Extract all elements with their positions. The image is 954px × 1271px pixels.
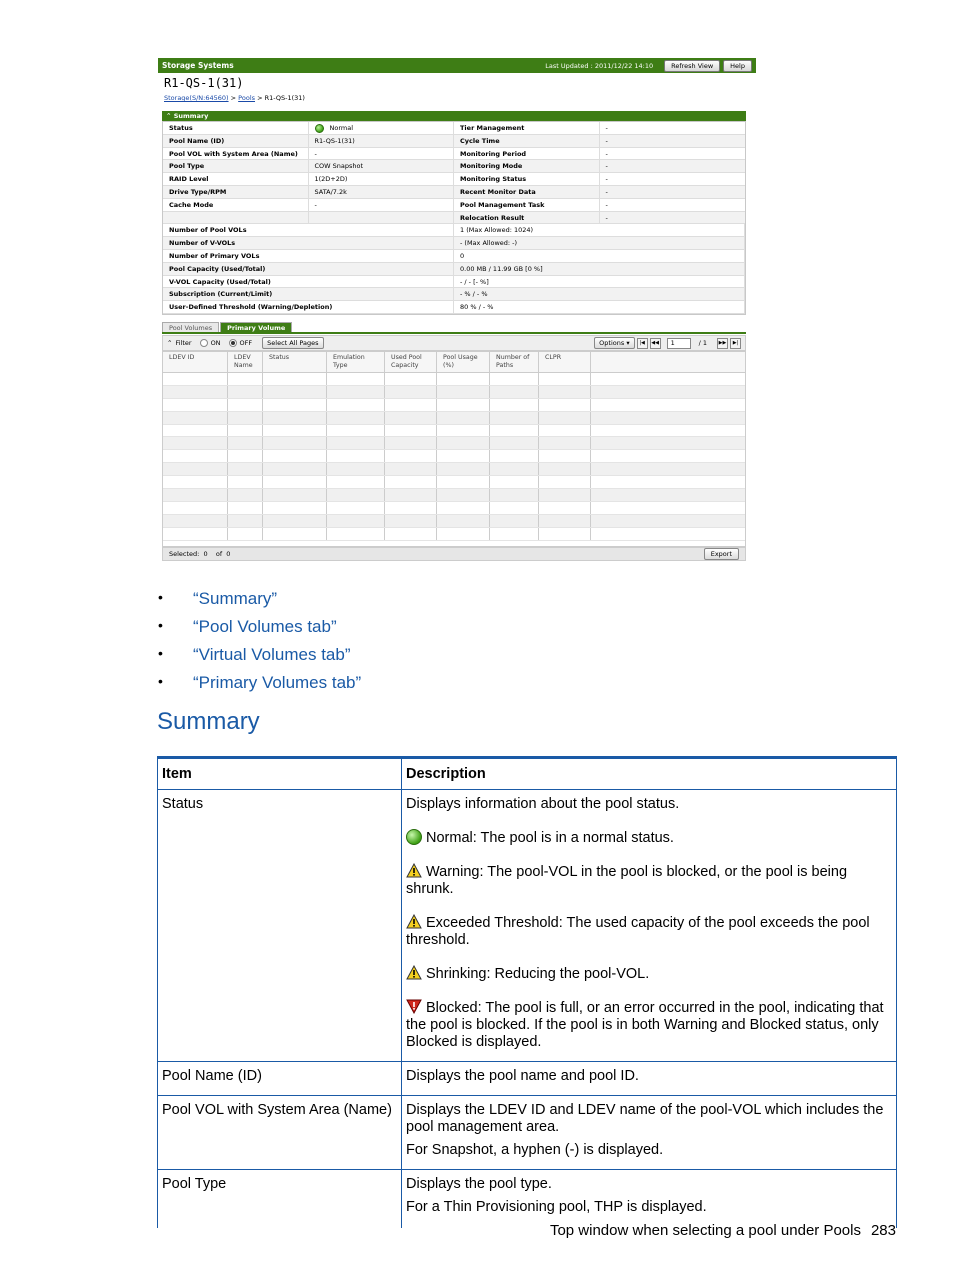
table-cell xyxy=(490,373,539,385)
description-text: Displays the LDEV ID and LDEV name of the pool-VOL which includes the pool management area. xyxy=(406,1102,884,1135)
summary-value: SATA/7.2k xyxy=(309,186,455,198)
table-cell xyxy=(327,412,385,424)
table-cell xyxy=(263,412,327,424)
summary-row xyxy=(163,173,745,186)
summary-label: Drive Type/RPM xyxy=(163,186,309,198)
summary-value: - (Max Allowed: -) xyxy=(454,237,745,249)
table-cell xyxy=(228,489,263,501)
table-cell xyxy=(327,476,385,488)
table-cell xyxy=(490,463,539,475)
column-header[interactable]: Emulation Type xyxy=(327,352,385,372)
link-pool-volumes-tab[interactable]: “Pool Volumes tab” xyxy=(193,617,337,636)
summary-label: Pool Type xyxy=(163,160,309,172)
table-cell xyxy=(437,386,490,398)
summary-label: RAID Level xyxy=(163,173,309,185)
summary-value: - xyxy=(309,148,455,160)
table-cell xyxy=(163,476,228,488)
breadcrumb-sep: > xyxy=(257,94,263,102)
table-row xyxy=(163,399,745,412)
description-text: Displays the pool type. xyxy=(406,1176,552,1192)
table-cell xyxy=(385,373,437,385)
table-cell xyxy=(228,502,263,514)
summary-label: Number of V-VOLs xyxy=(163,237,454,249)
filter-label: Filter xyxy=(175,339,192,347)
tab-pool-volumes[interactable]: Pool Volumes xyxy=(162,322,219,333)
table-header-row xyxy=(158,758,897,790)
table-cell xyxy=(490,412,539,424)
table-row xyxy=(163,450,745,463)
status-shrinking: Shrinking: Reducing the pool-VOL. xyxy=(406,965,892,983)
table-cell xyxy=(263,386,327,398)
filter-off-label: OFF xyxy=(239,339,253,347)
tab-divider xyxy=(162,332,746,334)
pool-title: R1-QS-1(31) xyxy=(164,76,244,90)
table-footer xyxy=(162,547,746,561)
table-cell xyxy=(163,399,228,411)
table-cell xyxy=(490,437,539,449)
table-row xyxy=(163,373,745,386)
table-cell xyxy=(437,437,490,449)
summary-label: Recent Monitor Data xyxy=(454,186,600,198)
table-cell xyxy=(385,476,437,488)
pager xyxy=(584,337,741,349)
table-cell xyxy=(263,425,327,437)
description-cell xyxy=(402,1170,897,1228)
header-item: Item xyxy=(158,758,402,790)
table-cell xyxy=(490,476,539,488)
table-row xyxy=(158,1170,897,1228)
breadcrumb-storage[interactable]: Storage(S/N:64560) xyxy=(164,94,229,102)
table-cell xyxy=(539,502,591,514)
table-cell xyxy=(385,399,437,411)
table-row xyxy=(158,790,897,1062)
table-cell xyxy=(263,399,327,411)
table-cell xyxy=(539,515,591,527)
table-cell xyxy=(437,399,490,411)
summary-value: - % / - % xyxy=(454,288,745,300)
summary-value: 1 (Max Allowed: 1024) xyxy=(454,224,745,236)
summary-value: - xyxy=(605,175,608,184)
summary-label: Number of Primary VOLs xyxy=(163,250,454,262)
table-cell xyxy=(490,528,539,540)
table-cell xyxy=(163,386,228,398)
table-row xyxy=(163,425,745,438)
help-button[interactable]: Help xyxy=(723,60,752,72)
table-cell xyxy=(437,450,490,462)
summary-row xyxy=(163,301,745,314)
status-normal: Normal: The pool is in a normal status. xyxy=(406,829,892,847)
table-cell xyxy=(228,450,263,462)
prev-page-icon[interactable]: ◀◀ xyxy=(650,338,661,349)
summary-label: Relocation Result xyxy=(454,212,600,224)
summary-label: Pool Name (ID) xyxy=(163,135,309,147)
table-cell xyxy=(327,515,385,527)
table-cell xyxy=(539,463,591,475)
status-exceeded: Exceeded Threshold: The used capacity of the pool exceeds the pool threshold. xyxy=(406,915,870,948)
table-cell xyxy=(163,450,228,462)
summary-label: Subscription (Current/Limit) xyxy=(163,288,454,300)
table-cell xyxy=(385,412,437,424)
table-cell xyxy=(163,425,228,437)
table-body xyxy=(163,373,745,546)
item-cell: Pool Type xyxy=(158,1170,402,1228)
table-row xyxy=(163,489,745,502)
table-cell xyxy=(228,412,263,424)
table-cell xyxy=(327,489,385,501)
table-cell xyxy=(327,463,385,475)
table-cell xyxy=(163,515,228,527)
table-cell xyxy=(490,450,539,462)
column-header[interactable]: LDEV ID xyxy=(163,352,228,372)
table-cell xyxy=(327,373,385,385)
table-cell xyxy=(437,425,490,437)
table-cell xyxy=(539,373,591,385)
chevron-down-icon: ▾ xyxy=(626,339,630,347)
filter-toggle-icon[interactable]: ⌃ xyxy=(167,339,173,347)
summary-row xyxy=(163,250,745,263)
summary-label: Monitoring Period xyxy=(454,148,600,160)
table-cell xyxy=(437,412,490,424)
table-cell xyxy=(263,450,327,462)
table-cell xyxy=(163,489,228,501)
table-cell xyxy=(539,437,591,449)
description-note: For Snapshot, a hyphen (-) is displayed. xyxy=(406,1142,664,1158)
link-summary[interactable]: “Summary” xyxy=(193,589,278,608)
normal-status-icon xyxy=(406,829,422,845)
table-cell xyxy=(385,450,437,462)
summary-row xyxy=(163,186,745,199)
table-row xyxy=(163,515,745,528)
item-cell: Pool Name (ID) xyxy=(158,1062,402,1096)
table-cell xyxy=(385,489,437,501)
storage-screenshot xyxy=(158,58,756,562)
summary-value: R1-QS-1(31) xyxy=(309,135,455,147)
summary-value xyxy=(309,212,455,224)
table-cell xyxy=(490,489,539,501)
window-title: Storage Systems xyxy=(162,61,234,70)
table-cell xyxy=(228,476,263,488)
breadcrumb-sep: > xyxy=(230,94,237,102)
table-cell xyxy=(539,450,591,462)
refresh-view-button[interactable]: Refresh View xyxy=(664,60,720,72)
breadcrumb xyxy=(164,94,305,102)
section-title: Summary xyxy=(157,708,260,735)
summary-row xyxy=(163,212,745,225)
table-row xyxy=(163,463,745,476)
first-page-icon[interactable]: |◀ xyxy=(637,338,648,349)
table-cell xyxy=(437,373,490,385)
table-cell xyxy=(490,399,539,411)
page-number: 283 xyxy=(870,1222,896,1239)
summary-row xyxy=(163,237,745,250)
table-cell xyxy=(263,502,327,514)
tab-primary-volume[interactable]: Primary Volume xyxy=(220,322,292,333)
summary-label: Pool VOL with System Area (Name) xyxy=(163,148,309,160)
description-cell xyxy=(402,1096,897,1170)
volumes-table xyxy=(162,351,746,547)
table-cell xyxy=(490,502,539,514)
table-cell xyxy=(228,528,263,540)
summary-header[interactable]: ⌃ Summary xyxy=(162,111,746,121)
table-cell xyxy=(327,528,385,540)
summary-value: Normal xyxy=(309,122,455,134)
column-header[interactable]: CLPR xyxy=(539,352,591,372)
description-cell xyxy=(402,790,897,1062)
table-cell xyxy=(539,399,591,411)
table-cell xyxy=(385,437,437,449)
table-cell xyxy=(228,399,263,411)
header-description: Description xyxy=(402,758,897,790)
summary-value: 0 xyxy=(454,250,745,262)
table-cell xyxy=(385,502,437,514)
link-primary-volumes-tab[interactable]: “Primary Volumes tab” xyxy=(193,673,362,692)
summary-label: Cache Mode xyxy=(163,199,309,211)
summary-label: Summary xyxy=(173,112,209,120)
table-cell xyxy=(385,515,437,527)
summary-value: 0.00 MB / 11.99 GB [0 %] xyxy=(454,263,745,275)
table-row xyxy=(163,502,745,515)
table-row xyxy=(163,437,745,450)
table-cell xyxy=(490,386,539,398)
list-item: • “Pool Volumes tab” xyxy=(158,617,337,636)
table-cell xyxy=(437,476,490,488)
table-cell xyxy=(490,425,539,437)
summary-value: 80 % / - % xyxy=(454,301,745,313)
table-cell xyxy=(327,502,385,514)
page-total: / 1 xyxy=(698,339,707,347)
table-header xyxy=(163,352,745,373)
export-button[interactable]: Export xyxy=(704,548,739,560)
title-bar xyxy=(158,58,756,73)
item-cell: Status xyxy=(158,790,402,1062)
table-row xyxy=(163,412,745,425)
filter-off-radio[interactable] xyxy=(229,339,237,347)
table-cell xyxy=(539,476,591,488)
summary-row xyxy=(163,263,745,276)
table-cell xyxy=(539,425,591,437)
filter-on-label: ON xyxy=(210,339,221,347)
summary-grid xyxy=(162,121,746,315)
section-links xyxy=(158,589,361,701)
table-cell xyxy=(263,373,327,385)
summary-row xyxy=(163,276,745,289)
warning-icon xyxy=(406,965,422,980)
table-cell xyxy=(490,515,539,527)
list-item: • “Virtual Volumes tab” xyxy=(158,645,351,664)
table-row xyxy=(163,386,745,399)
table-cell xyxy=(163,502,228,514)
table-cell xyxy=(163,437,228,449)
breadcrumb-pools[interactable]: Pools xyxy=(238,94,256,102)
status-intro: Displays information about the pool status. xyxy=(406,796,680,812)
table-cell xyxy=(327,450,385,462)
table-cell xyxy=(539,528,591,540)
warning-icon xyxy=(406,863,422,878)
options-dropdown[interactable]: Options ▾ xyxy=(594,337,634,349)
summary-value: 1(2D+2D) xyxy=(309,173,455,185)
table-cell xyxy=(263,437,327,449)
table-cell xyxy=(327,399,385,411)
table-cell xyxy=(228,463,263,475)
table-row xyxy=(158,1062,897,1096)
summary-value: - xyxy=(605,200,608,209)
table-cell xyxy=(437,502,490,514)
page-footer xyxy=(550,1222,896,1239)
summary-label: User-Defined Threshold (Warning/Depletion) xyxy=(163,301,454,313)
summary-row xyxy=(163,288,745,301)
status-warning: Warning: The pool-VOL in the pool is blocked, or the pool is being shrunk. xyxy=(406,864,848,897)
table-cell xyxy=(437,528,490,540)
table-cell xyxy=(263,489,327,501)
table-cell xyxy=(163,463,228,475)
table-cell xyxy=(163,373,228,385)
table-cell xyxy=(228,515,263,527)
description-cell: Displays the pool name and pool ID. xyxy=(402,1062,897,1096)
table-cell xyxy=(385,386,437,398)
normal-status-icon xyxy=(315,124,324,133)
table-cell xyxy=(437,463,490,475)
summary-label xyxy=(163,212,309,224)
table-cell xyxy=(163,528,228,540)
table-cell xyxy=(228,386,263,398)
breadcrumb-current: R1-QS-1(31) xyxy=(264,94,305,102)
table-cell xyxy=(263,528,327,540)
summary-value: COW Snapshot xyxy=(309,160,455,172)
table-cell xyxy=(437,515,490,527)
table-cell xyxy=(263,476,327,488)
description-note: For a Thin Provisioning pool, THP is displayed. xyxy=(406,1199,707,1215)
summary-row xyxy=(163,148,745,161)
blocked-icon xyxy=(406,999,422,1014)
table-cell xyxy=(263,463,327,475)
table-row xyxy=(163,528,745,541)
summary-label: Cycle Time xyxy=(454,135,600,147)
table-cell xyxy=(385,463,437,475)
table-cell xyxy=(539,412,591,424)
summary-label: Pool Management Task xyxy=(454,199,600,211)
table-cell xyxy=(228,437,263,449)
page-input[interactable]: 1 xyxy=(667,338,691,349)
table-cell xyxy=(163,412,228,424)
column-header[interactable]: Number of Paths xyxy=(490,352,539,372)
filter-toolbar xyxy=(162,335,746,351)
table-cell xyxy=(539,386,591,398)
footer-text: Top window when selecting a pool under Pools xyxy=(549,1222,861,1239)
last-page-icon[interactable]: ▶| xyxy=(730,338,741,349)
summary-value: - xyxy=(605,136,608,145)
summary-value: - xyxy=(605,213,608,222)
summary-label: Monitoring Status xyxy=(454,173,600,185)
summary-label: Tier Management xyxy=(454,122,600,134)
table-cell xyxy=(228,373,263,385)
summary-value: - xyxy=(605,149,608,158)
list-item: • “Primary Volumes tab” xyxy=(158,673,362,692)
select-all-pages-button[interactable]: Select All Pages xyxy=(262,337,323,349)
next-page-icon[interactable]: ▶▶ xyxy=(717,338,728,349)
table-cell xyxy=(327,425,385,437)
summary-label: Pool Capacity (Used/Total) xyxy=(163,263,454,275)
column-header[interactable]: Pool Usage (%) xyxy=(437,352,490,372)
summary-label: Number of Pool VOLs xyxy=(163,224,454,236)
warning-icon xyxy=(406,914,422,929)
table-row xyxy=(163,476,745,489)
summary-row xyxy=(163,224,745,237)
table-cell xyxy=(228,425,263,437)
summary-description-table xyxy=(157,756,897,1228)
table-cell xyxy=(327,386,385,398)
table-cell xyxy=(385,425,437,437)
table-cell xyxy=(385,528,437,540)
summary-row xyxy=(163,135,745,148)
table-cell xyxy=(263,515,327,527)
table-cell xyxy=(327,437,385,449)
summary-row xyxy=(163,122,745,135)
column-header[interactable]: Status xyxy=(263,352,327,372)
list-item: • “Summary” xyxy=(158,589,278,608)
link-virtual-volumes-tab[interactable]: “Virtual Volumes tab” xyxy=(193,645,351,664)
item-cell: Pool VOL with System Area (Name) xyxy=(158,1096,402,1170)
summary-row xyxy=(163,160,745,173)
selected-count: Selected: 0 of 0 xyxy=(169,550,231,558)
summary-label: V-VOL Capacity (Used/Total) xyxy=(163,276,454,288)
summary-value: - xyxy=(605,162,608,171)
filter-on-radio[interactable] xyxy=(200,339,208,347)
column-header[interactable]: LDEV Name xyxy=(228,352,263,372)
last-updated: Last Updated : 2011/12/22 14:10 xyxy=(545,61,654,70)
summary-row xyxy=(163,199,745,212)
summary-value: - xyxy=(309,199,455,211)
table-cell xyxy=(539,489,591,501)
summary-label: Status xyxy=(163,122,309,134)
summary-label: Monitoring Mode xyxy=(454,160,600,172)
summary-value: - xyxy=(605,187,608,196)
status-blocked: Blocked: The pool is full, or an error occurred in the pool, indicating that the pool is blocked. If the pool is in both Warning and Blocked status, only Blocked is displayed. xyxy=(406,1000,884,1050)
summary-value: - xyxy=(605,124,608,132)
table-row xyxy=(158,1096,897,1170)
table-cell xyxy=(437,489,490,501)
summary-value: - / - [- %] xyxy=(454,276,745,288)
column-header[interactable]: Used Pool Capacity xyxy=(385,352,437,372)
